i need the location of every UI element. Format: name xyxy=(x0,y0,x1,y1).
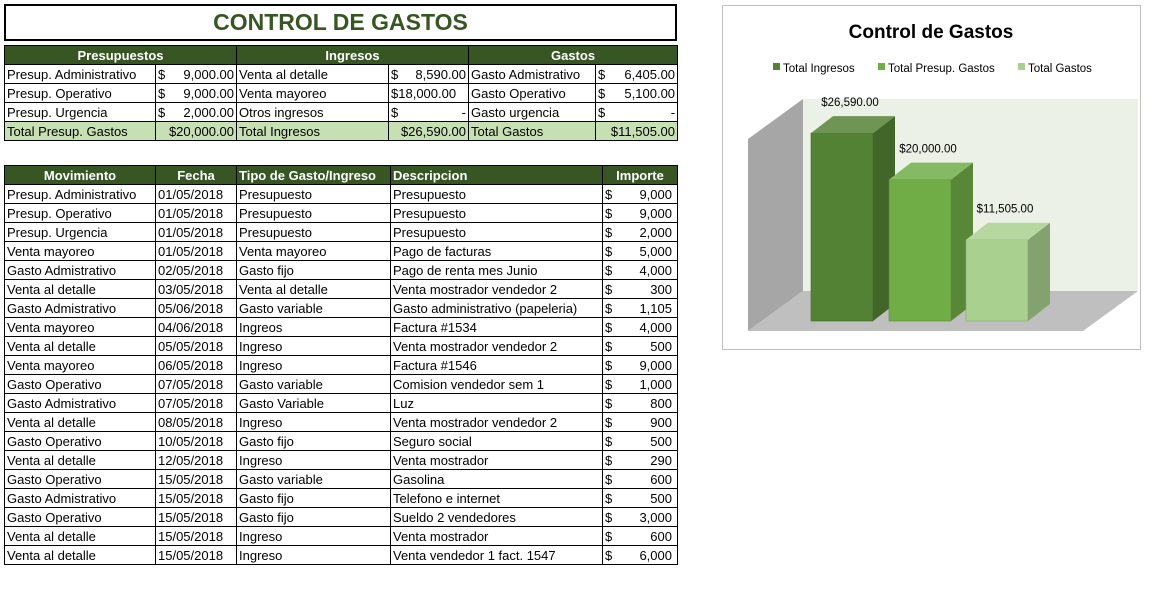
movements-header-row xyxy=(5,166,678,185)
importe-cell[interactable] xyxy=(603,318,678,337)
movimiento-cell[interactable]: Presup. Urgencia xyxy=(5,223,156,242)
chart-title: Control de Gastos xyxy=(848,22,1014,43)
summary-row xyxy=(5,84,678,103)
movimiento-cell[interactable]: Venta mayoreo xyxy=(5,356,156,375)
descripcion-cell[interactable]: Gasto administrativo (papeleria) xyxy=(391,299,603,318)
tipo-cell[interactable]: Presupuesto xyxy=(237,223,391,242)
tipo-cell[interactable]: Gasto fijo xyxy=(237,508,391,527)
descripcion-cell[interactable]: Gasolina xyxy=(391,470,603,489)
importe-cell[interactable] xyxy=(603,261,678,280)
importe-cell[interactable] xyxy=(603,432,678,451)
summary-amount-cell[interactable] xyxy=(389,65,469,84)
currency-symbol: $ xyxy=(605,186,613,202)
descripcion-cell[interactable]: Telefono e internet xyxy=(391,489,603,508)
currency-symbol: $ xyxy=(605,452,613,468)
movimiento-cell[interactable]: Gasto Operativo xyxy=(5,375,156,394)
movimiento-cell[interactable]: Venta al detalle xyxy=(5,413,156,432)
importe-cell[interactable] xyxy=(603,337,678,356)
importe-cell[interactable] xyxy=(603,299,678,318)
table-row xyxy=(5,470,678,489)
summary-label-cell[interactable]: Gasto Operativo xyxy=(469,84,596,103)
currency-symbol: $ xyxy=(605,433,613,449)
fecha-cell[interactable]: 15/05/2018 xyxy=(156,508,237,527)
table-row xyxy=(5,356,678,375)
table-row xyxy=(5,299,678,318)
total-gastos-value[interactable]: $11,505.00 xyxy=(596,122,678,141)
table-row xyxy=(5,318,678,337)
page-title: CONTROL DE GASTOS xyxy=(4,4,677,41)
header-presupuestos: Presupuestos xyxy=(5,46,237,65)
movimiento-cell[interactable]: Venta al detalle xyxy=(5,527,156,546)
currency-symbol: $ xyxy=(605,262,613,278)
descripcion-cell[interactable]: Pago de renta mes Junio xyxy=(391,261,603,280)
movimiento-cell[interactable]: Gasto Operativo xyxy=(5,508,156,527)
total-presup-label[interactable]: Total Presup. Gastos xyxy=(5,122,156,141)
tipo-cell[interactable]: Gasto fijo xyxy=(237,432,391,451)
table-row xyxy=(5,204,678,223)
fecha-cell[interactable]: 05/05/2018 xyxy=(156,337,237,356)
importe-cell[interactable] xyxy=(603,489,678,508)
currency-symbol: $ xyxy=(605,509,613,525)
movimiento-cell[interactable]: Venta mayoreo xyxy=(5,242,156,261)
movimiento-cell[interactable]: Presup. Operativo xyxy=(5,204,156,223)
fecha-cell[interactable]: 01/05/2018 xyxy=(156,223,237,242)
currency-symbol: $ xyxy=(605,357,613,373)
importe-cell[interactable] xyxy=(603,470,678,489)
amount-value: 1,105 xyxy=(639,300,672,316)
legend-swatch xyxy=(1018,63,1025,70)
legend-swatch xyxy=(773,63,780,70)
importe-cell[interactable] xyxy=(603,546,678,565)
importe-cell[interactable] xyxy=(603,242,678,261)
table-row xyxy=(5,546,678,565)
fecha-cell[interactable]: 07/05/2018 xyxy=(156,394,237,413)
amount-value: - xyxy=(461,104,467,120)
chart-side-wall xyxy=(748,99,803,331)
currency-symbol: $ xyxy=(605,471,613,487)
amount-value: 600 xyxy=(650,528,672,544)
tipo-cell[interactable]: Ingreso xyxy=(237,413,391,432)
currency-symbol: $ xyxy=(391,66,399,82)
descripcion-cell[interactable]: Pago de facturas xyxy=(391,242,603,261)
movimiento-cell[interactable]: Gasto Operativo xyxy=(5,432,156,451)
importe-cell[interactable] xyxy=(603,527,678,546)
descripcion-cell[interactable]: Sueldo 2 vendedores xyxy=(391,508,603,527)
fecha-cell[interactable]: 01/05/2018 xyxy=(156,242,237,261)
amount-value: 1,000 xyxy=(639,376,672,392)
table-row xyxy=(5,432,678,451)
currency-symbol: $ xyxy=(605,281,613,297)
currency-symbol: $ xyxy=(598,66,606,82)
importe-cell[interactable] xyxy=(603,280,678,299)
header-fecha: Fecha xyxy=(156,166,237,185)
summary-label-cell[interactable]: Venta mayoreo xyxy=(237,84,389,103)
fecha-cell[interactable]: 12/05/2018 xyxy=(156,451,237,470)
amount-value: 800 xyxy=(650,395,672,411)
importe-cell[interactable] xyxy=(603,451,678,470)
bar-side xyxy=(1028,223,1050,321)
amount-value: 300 xyxy=(650,281,672,297)
total-gastos-label[interactable]: Total Gastos xyxy=(469,122,596,141)
descripcion-cell[interactable]: Luz xyxy=(391,394,603,413)
amount-value: 2,000.00 xyxy=(183,104,235,120)
summary-amount-cell[interactable] xyxy=(389,103,469,122)
summary-amount-cell[interactable] xyxy=(156,103,237,122)
amount-value: 5,100.00 xyxy=(624,85,676,101)
summary-label-cell[interactable]: Otros ingresos xyxy=(237,103,389,122)
bar-data-label: $20,000.00 xyxy=(899,143,957,156)
header-gastos: Gastos xyxy=(469,46,678,65)
amount-value: 3,000 xyxy=(639,509,672,525)
currency-symbol: $ xyxy=(605,395,613,411)
descripcion-cell[interactable]: Venta mostrador vendedor 2 xyxy=(391,413,603,432)
fecha-cell[interactable]: 08/05/2018 xyxy=(156,413,237,432)
header-tipo: Tipo de Gasto/Ingreso xyxy=(237,166,391,185)
table-row xyxy=(5,337,678,356)
fecha-cell[interactable]: 04/06/2018 xyxy=(156,318,237,337)
descripcion-cell[interactable]: Presupuesto xyxy=(391,223,603,242)
currency-symbol: $ xyxy=(605,224,613,240)
tipo-cell[interactable]: Ingreso xyxy=(237,337,391,356)
summary-label-cell[interactable]: Presup. Operativo xyxy=(5,84,156,103)
legend-entry: Total Gastos xyxy=(1028,63,1092,75)
table-row xyxy=(5,223,678,242)
bar-1 xyxy=(811,97,895,321)
movimiento-cell[interactable]: Venta mayoreo xyxy=(5,318,156,337)
header-importe: Importe xyxy=(603,166,678,185)
movimiento-cell[interactable]: Gasto Admistrativo xyxy=(5,489,156,508)
movements-table xyxy=(4,165,678,565)
amount-value: 500 xyxy=(650,433,672,449)
amount-value: 290 xyxy=(650,452,672,468)
currency-symbol: $ xyxy=(598,85,606,101)
tipo-cell[interactable]: Gasto variable xyxy=(237,470,391,489)
tipo-cell[interactable]: Ingreso xyxy=(237,451,391,470)
amount-value: 6,000 xyxy=(639,547,672,563)
summary-label-cell[interactable]: Gasto Admistrativo xyxy=(469,65,596,84)
fecha-cell[interactable]: 15/05/2018 xyxy=(156,489,237,508)
total-ingresos-label[interactable]: Total Ingresos xyxy=(237,122,389,141)
currency-symbol: $ xyxy=(605,243,613,259)
amount-value: 600 xyxy=(650,471,672,487)
fecha-cell[interactable]: 15/05/2018 xyxy=(156,470,237,489)
fecha-cell[interactable]: 02/05/2018 xyxy=(156,261,237,280)
descripcion-cell[interactable]: Venta mostrador xyxy=(391,527,603,546)
descripcion-cell[interactable]: Factura #1546 xyxy=(391,356,603,375)
amount-value: 900 xyxy=(650,414,672,430)
bar-data-label: $26,590.00 xyxy=(821,97,879,110)
amount-value: 4,000 xyxy=(639,319,672,335)
table-row xyxy=(5,375,678,394)
currency-symbol: $ xyxy=(605,414,613,430)
movimiento-cell[interactable]: Gasto Admistrativo xyxy=(5,299,156,318)
descripcion-cell[interactable]: Venta vendedor 1 fact. 1547 xyxy=(391,546,603,565)
descripcion-cell[interactable]: Venta mostrador vendedor 2 xyxy=(391,280,603,299)
chart-legend xyxy=(773,63,1092,75)
tipo-cell[interactable]: Gasto variable xyxy=(237,299,391,318)
bar-2 xyxy=(889,144,973,321)
movimiento-cell[interactable]: Venta al detalle xyxy=(5,280,156,299)
fecha-cell[interactable]: 15/05/2018 xyxy=(156,546,237,565)
currency-symbol: $ xyxy=(605,547,613,563)
importe-cell[interactable] xyxy=(603,185,678,204)
descripcion-cell[interactable]: Comision vendedor sem 1 xyxy=(391,375,603,394)
importe-cell[interactable] xyxy=(603,356,678,375)
currency-symbol: $18,000.00 xyxy=(391,85,457,101)
currency-symbol: $ xyxy=(598,104,606,120)
descripcion-cell[interactable]: Seguro social xyxy=(391,432,603,451)
descripcion-cell[interactable]: Venta mostrador xyxy=(391,451,603,470)
tipo-cell[interactable]: Ingreos xyxy=(237,318,391,337)
summary-label-cell[interactable]: Presup. Urgencia xyxy=(5,103,156,122)
summary-amount-cell[interactable] xyxy=(156,84,237,103)
amount-value: 500 xyxy=(650,490,672,506)
summary-amount-cell[interactable] xyxy=(596,103,678,122)
currency-symbol: $ xyxy=(605,205,613,221)
amount-value: 5,000 xyxy=(639,243,672,259)
descripcion-cell[interactable]: Venta mostrador vendedor 2 xyxy=(391,337,603,356)
movimiento-cell[interactable]: Gasto Admistrativo xyxy=(5,394,156,413)
importe-cell[interactable] xyxy=(603,508,678,527)
tipo-cell[interactable]: Ingreso xyxy=(237,356,391,375)
legend-entry: Total Presup. Gastos xyxy=(888,63,995,75)
table-row xyxy=(5,185,678,204)
fecha-cell[interactable]: 01/05/2018 xyxy=(156,204,237,223)
bar-front xyxy=(966,240,1028,321)
currency-symbol: $ xyxy=(605,319,613,335)
amount-value: 6,405.00 xyxy=(624,66,676,82)
summary-label-cell[interactable]: Presup. Administrativo xyxy=(5,65,156,84)
importe-cell[interactable] xyxy=(603,413,678,432)
fecha-cell[interactable]: 03/05/2018 xyxy=(156,280,237,299)
amount-value: 2,000 xyxy=(639,224,672,240)
tipo-cell[interactable]: Venta mayoreo xyxy=(237,242,391,261)
table-row xyxy=(5,413,678,432)
summary-amount-cell[interactable] xyxy=(596,84,678,103)
tipo-cell[interactable]: Ingreso xyxy=(237,546,391,565)
importe-cell[interactable] xyxy=(603,375,678,394)
header-descripcion: Descripcion xyxy=(391,166,603,185)
summary-total-row xyxy=(5,122,678,141)
fecha-cell[interactable]: 05/06/2018 xyxy=(156,299,237,318)
amount-value: 9,000 xyxy=(639,357,672,373)
summary-row xyxy=(5,103,678,122)
header-movimiento: Movimiento xyxy=(5,166,156,185)
fecha-cell[interactable]: 01/05/2018 xyxy=(156,185,237,204)
legend-swatch xyxy=(878,63,885,70)
summary-label-cell[interactable]: Venta al detalle xyxy=(237,65,389,84)
tipo-cell[interactable]: Venta al detalle xyxy=(237,280,391,299)
currency-symbol: $ xyxy=(605,528,613,544)
bar-data-label: $11,505.00 xyxy=(976,203,1034,216)
descripcion-cell[interactable]: Presupuesto xyxy=(391,185,603,204)
table-row xyxy=(5,242,678,261)
table-row xyxy=(5,489,678,508)
importe-cell[interactable] xyxy=(603,204,678,223)
header-ingresos: Ingresos xyxy=(237,46,469,65)
total-presup-value[interactable]: $20,000.00 xyxy=(156,122,237,141)
table-row xyxy=(5,508,678,527)
bar-chart xyxy=(723,6,1140,349)
fecha-cell[interactable]: 10/05/2018 xyxy=(156,432,237,451)
currency-symbol: $ xyxy=(391,104,399,120)
table-row xyxy=(5,261,678,280)
chart-area[interactable] xyxy=(722,5,1141,350)
bar-front xyxy=(811,133,873,321)
tipo-cell[interactable]: Gasto Variable xyxy=(237,394,391,413)
summary-amount-cell[interactable] xyxy=(156,65,237,84)
table-row xyxy=(5,280,678,299)
amount-value: 9,000.00 xyxy=(183,66,235,82)
fecha-cell[interactable]: 06/05/2018 xyxy=(156,356,237,375)
movimiento-cell[interactable]: Venta al detalle xyxy=(5,337,156,356)
table-row xyxy=(5,527,678,546)
tipo-cell[interactable]: Gasto variable xyxy=(237,375,391,394)
movimiento-cell[interactable]: Presup. Administrativo xyxy=(5,185,156,204)
tipo-cell[interactable]: Presupuesto xyxy=(237,204,391,223)
currency-symbol: $ xyxy=(605,300,613,316)
currency-symbol: $ xyxy=(605,376,613,392)
amount-value: - xyxy=(670,104,676,120)
table-row xyxy=(5,394,678,413)
amount-value: 8,590.00 xyxy=(415,66,467,82)
movimiento-cell[interactable]: Venta al detalle xyxy=(5,546,156,565)
fecha-cell[interactable]: 15/05/2018 xyxy=(156,527,237,546)
summary-row xyxy=(5,65,678,84)
table-row xyxy=(5,451,678,470)
importe-cell[interactable] xyxy=(603,223,678,242)
bar-front xyxy=(889,180,951,321)
currency-symbol: $ xyxy=(158,104,166,120)
amount-value: 9,000 xyxy=(639,186,672,202)
movimiento-cell[interactable]: Venta al detalle xyxy=(5,451,156,470)
tipo-cell[interactable]: Ingreso xyxy=(237,527,391,546)
amount-value: 500 xyxy=(650,338,672,354)
currency-symbol: $ xyxy=(605,338,613,354)
amount-value: 9,000 xyxy=(639,205,672,221)
descripcion-cell[interactable]: Presupuesto xyxy=(391,204,603,223)
tipo-cell[interactable]: Gasto fijo xyxy=(237,261,391,280)
currency-symbol: $ xyxy=(158,66,166,82)
summary-amount-cell[interactable] xyxy=(389,84,469,103)
tipo-cell[interactable]: Gasto fijo xyxy=(237,489,391,508)
summary-table xyxy=(4,45,678,141)
amount-value: 4,000 xyxy=(639,262,672,278)
currency-symbol: $ xyxy=(605,490,613,506)
legend-entry: Total Ingresos xyxy=(783,63,855,75)
fecha-cell[interactable]: 07/05/2018 xyxy=(156,375,237,394)
descripcion-cell[interactable]: Factura #1534 xyxy=(391,318,603,337)
movimiento-cell[interactable]: Gasto Admistrativo xyxy=(5,261,156,280)
summary-amount-cell[interactable] xyxy=(596,65,678,84)
currency-symbol: $ xyxy=(158,85,166,101)
tipo-cell[interactable]: Presupuesto xyxy=(237,185,391,204)
total-ingresos-value[interactable]: $26,590.00 xyxy=(389,122,469,141)
movimiento-cell[interactable]: Gasto Operativo xyxy=(5,470,156,489)
importe-cell[interactable] xyxy=(603,394,678,413)
summary-header-row xyxy=(5,46,678,65)
amount-value: 9,000.00 xyxy=(183,85,235,101)
summary-label-cell[interactable]: Gasto urgencia xyxy=(469,103,596,122)
